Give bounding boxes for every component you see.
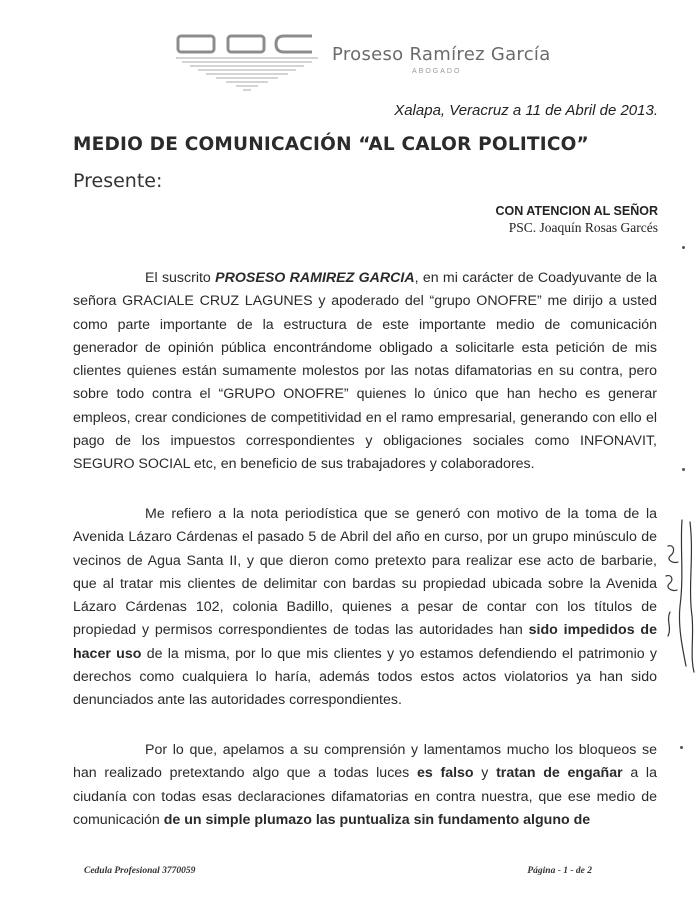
attention-label: CON ATENCION AL SEÑOR [495,204,658,218]
p2-bold-phrase: sido impedidos de hacer uso [73,622,657,662]
p3-bold-3: de un simple plumazo las puntualiza sin fundamento alguno de [163,811,591,828]
stray-mark [682,246,685,249]
margin-signature-icon [660,516,700,676]
firm-subtitle: ABOGADO [412,68,462,75]
addressee-title: MEDIO DE COMUNICACIÓN “AL CALOR POLITICO” [73,134,589,155]
stray-mark [680,746,683,749]
paragraph-3 [73,739,657,832]
footer-cedula: Cedula Profesional 3770059 [84,866,196,876]
firm-name: Proseso Ramírez García [332,44,551,65]
p3-text-a: Por lo que, apelamos a su comprensión y lamentamos mucho los bloqueos se han realizado pretextando algo que a todas luces [73,742,657,782]
p3-text-c: a la ciudanía con todas esas declaraciones difamatorias en contra nuestra, que ese medio de comunicación [73,765,657,828]
p3-text-b: y [473,765,497,782]
firm-logo [172,30,322,94]
stray-mark [682,468,685,471]
attention-block [495,204,658,236]
p1-text-a: El suscrito [145,270,216,286]
p3-bold-2: tratan de engañar [496,765,623,782]
attention-person: PSC. Joaquín Rosas Garcés [508,220,658,235]
footer-page-number: Página - 1 - de 2 [527,866,592,876]
p3-bold-1: es falso [416,765,474,782]
p1-text-b: , en mi carácter de Coadyuvante de la señora GRACIALE CRUZ LAGUNES y apoderado del “grupo ONOFRE” me dirijo a usted como parte importante de la estructura de este importante medio de comunicación generador de opinión pública encontrándome obligado a solicitarle esta petición de mis clientes quienes están sumamente molestos por las notas difamatorias en su contra, pero sobre todo contra el “GRUPO ONOFRE” quienes lo único que han hecho es generar empleos, crear condiciones de competitividad en el ramo empresarial, generando con ello el pago de los impuestos correspondientes y obligaciones sociales como INFONAVIT, SEGURO SOCIAL etc, en beneficio de sus trabajadores y colaboradores. [73,270,657,473]
p1-sender-name: PROSESO RAMIREZ GARCIA [215,270,415,286]
p2-text-a: Me refiero a la nota periodística que se generó con motivo de la toma de la Avenida Lázaro Cárdenas el pasado 5 de Abril del año en curso, por un grupo minúsculo de vecinos de Agua Santa II, y que dieron como pretexto para realizar ese acto de barbarie, que al tratar mis clientes de delimitar con bardas su propiedad ubicada sobre la Avenida Lázaro Cárdenas 102, colonia Badillo, quienes a pesar de contar con los títulos de propiedad y permisos correspondientes de todas las autoridades han [73,506,657,639]
paragraph-2 [73,503,657,713]
salutation: Presente: [73,170,163,192]
paragraph-1 [73,267,657,477]
letter-date: Xalapa, Veracruz a 11 de Abril de 2013. [394,102,658,119]
p2-text-b: de la misma, por lo que mis clientes y yo estamos defendiendo el patrimonio y derechos como cualquiera lo haría, además todos estos actos violatorios ya han sido denunciados ante las autoridades correspondientes. [73,645,657,709]
